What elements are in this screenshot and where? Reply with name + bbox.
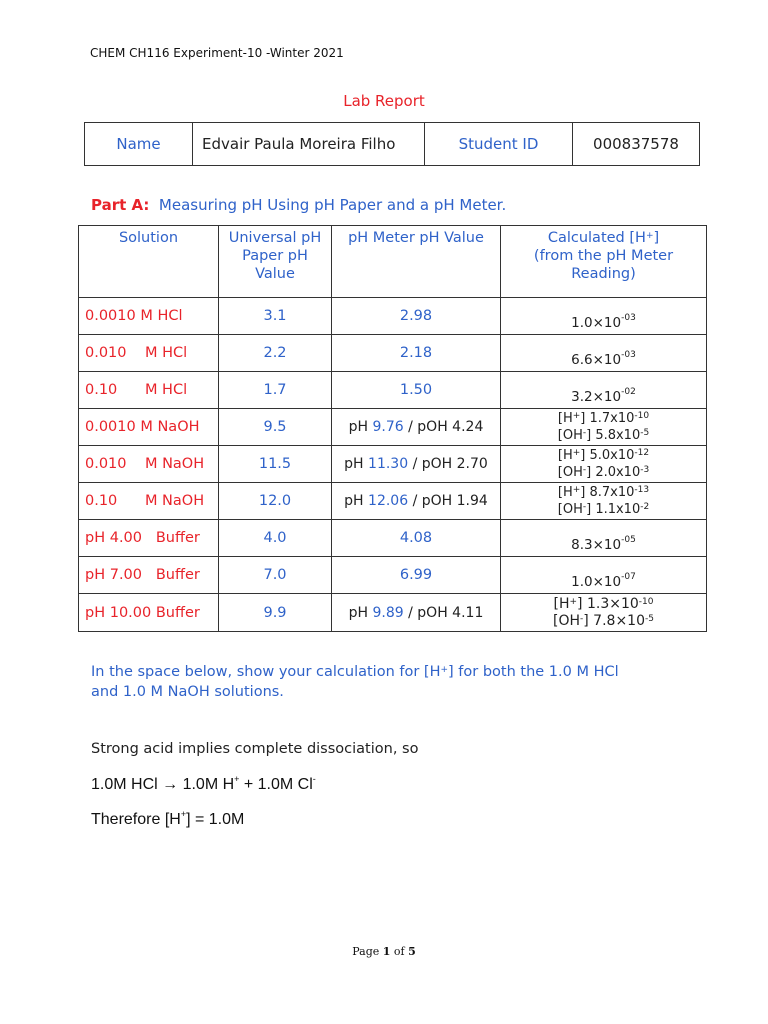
footer-page-word: Page [352, 945, 383, 958]
oh-sup: - [582, 465, 587, 475]
meter-ph-cell [332, 594, 501, 632]
calculated-h-cell [501, 594, 707, 632]
calculated-h-cell [501, 298, 707, 335]
part-a-colon: : [143, 196, 150, 214]
table-row [79, 446, 707, 483]
h-sup: + [572, 448, 581, 458]
meter-prefix: pH [344, 456, 369, 472]
paper-ph-cell: 3.1 [219, 298, 332, 335]
h-value: ] 1.3×10 [577, 595, 639, 612]
conclusion-sup: + [180, 809, 187, 819]
oh-label: [OH [553, 612, 581, 629]
meter-poh: / pOH 4.11 [403, 604, 484, 621]
h-label: [H [553, 595, 570, 612]
calculated-h-cell [501, 446, 707, 483]
calculated-h-cell [501, 483, 707, 520]
meter-prefix: pH [348, 419, 373, 435]
h-exp: -10 [634, 411, 650, 421]
solution-cell: pH 4.00 Buffer [79, 520, 219, 557]
table-row [79, 520, 707, 557]
calculated-h-cell [501, 372, 707, 409]
part-a-description: Measuring pH Using pH Paper and a pH Meter. [149, 196, 507, 214]
name-label: Name [85, 123, 193, 166]
meter-ph-cell [332, 409, 501, 446]
calc-exp: -05 [621, 535, 636, 545]
calc-base: 3.2×10 [571, 389, 622, 405]
page-title: Lab Report [343, 92, 425, 110]
calc-base: 6.6×10 [571, 352, 622, 368]
oh-value: ] 1.1x10 [586, 502, 641, 517]
calculated-h-cell [501, 557, 707, 594]
footer-of-word: of [390, 945, 409, 958]
header-calc-line1 [501, 229, 706, 247]
header-paper-line1: Universal pH [228, 230, 322, 246]
table-row [79, 372, 707, 409]
paper-ph-cell: 9.5 [219, 409, 332, 446]
oh-exp: -5 [645, 613, 654, 624]
meter-poh: / pOH 4.24 [403, 419, 484, 435]
solution-cell: 0.010 M HCl [79, 335, 219, 372]
solution-cell: 0.010 M NaOH [79, 446, 219, 483]
header-calculated-h [501, 226, 707, 298]
h-exp: -13 [634, 485, 650, 495]
meter-ph-cell [332, 483, 501, 520]
student-info-table [84, 122, 700, 166]
header-solution: Solution [79, 226, 219, 298]
header-paper-ph [219, 226, 332, 298]
header-calc-line2: (from the pH Meter [533, 248, 674, 264]
conclusion-text-b: ] = 1.0M [186, 811, 245, 828]
paper-ph-cell: 7.0 [219, 557, 332, 594]
oh-sup: - [582, 502, 587, 512]
oh-concentration [501, 613, 706, 630]
calc-exp: -03 [621, 313, 636, 323]
table-row [79, 409, 707, 446]
solution-cell: pH 7.00 Buffer [79, 557, 219, 594]
instructions-line1 [91, 662, 691, 682]
name-value: Edvair Paula Moreira Filho [193, 123, 425, 166]
calc-base: 1.0×10 [571, 315, 622, 331]
solution-cell: 0.0010 M HCl [79, 298, 219, 335]
meter-ph-cell: 1.50 [332, 372, 501, 409]
meter-ph-cell [332, 446, 501, 483]
oh-value: ] 2.0x10 [586, 465, 641, 480]
table-row [79, 557, 707, 594]
eq-product-h: 1.0M H [178, 776, 235, 793]
part-a-heading [91, 196, 506, 214]
calc-base: 8.3×10 [571, 537, 622, 553]
eq-product-cl: + 1.0M Cl [239, 776, 313, 793]
footer-page-number: 1 [382, 945, 391, 958]
solution-cell: 0.10 M NaOH [79, 483, 219, 520]
solution-cell: pH 10.00 Buffer [79, 594, 219, 632]
h-value: ] 8.7x10 [580, 485, 635, 500]
header-paper-line2: Paper pH [242, 248, 308, 264]
instructions-sup: + [440, 665, 449, 675]
oh-exp: -3 [640, 465, 650, 475]
paper-ph-cell: 12.0 [219, 483, 332, 520]
header-calc-end: ] [653, 230, 660, 246]
header-meter-ph: pH Meter pH Value [332, 226, 501, 298]
h-concentration [501, 596, 706, 613]
h-value: ] 5.0x10 [580, 448, 635, 463]
h-sup: + [572, 411, 581, 421]
instructions-line2: and 1.0 M NaOH solutions. [91, 684, 284, 700]
solution-cell: 0.10 M HCl [79, 372, 219, 409]
meter-ph-value: 9.76 [372, 419, 404, 435]
h-label: [H [557, 411, 573, 426]
h-sup: + [572, 485, 581, 495]
calc-exp: -02 [621, 387, 636, 397]
h-concentration [501, 447, 706, 464]
paper-ph-cell: 11.5 [219, 446, 332, 483]
calc-exp: -03 [621, 350, 636, 360]
page-footer [0, 945, 768, 958]
calculation-instructions [91, 662, 691, 702]
meter-ph-cell: 2.18 [332, 335, 501, 372]
dissociation-equation [91, 776, 316, 794]
h-sup: + [569, 596, 578, 607]
paper-ph-cell: 4.0 [219, 520, 332, 557]
oh-value: ] 7.8×10 [583, 612, 645, 629]
meter-ph-value: 9.89 [372, 604, 404, 621]
student-info-row [85, 123, 700, 166]
instructions-text-b: ] for both the 1.0 M HCl [448, 664, 619, 680]
paper-ph-cell: 1.7 [219, 372, 332, 409]
table-row [79, 483, 707, 520]
h-value: ] 1.7x10 [580, 411, 635, 426]
meter-ph-cell: 6.99 [332, 557, 501, 594]
conclusion-text-a: Therefore [H [91, 811, 181, 828]
oh-label: [OH [557, 502, 583, 517]
meter-prefix: pH [348, 604, 373, 621]
meter-prefix: pH [344, 493, 369, 509]
eq-sup-minus: - [312, 774, 316, 784]
meter-poh: / pOH 1.94 [408, 493, 488, 509]
solution-cell: 0.0010 M NaOH [79, 409, 219, 446]
conclusion-line [91, 811, 244, 829]
oh-concentration [501, 464, 706, 481]
calculated-h-cell [501, 409, 707, 446]
header-calc-text: Calculated [H [547, 230, 646, 246]
meter-ph-cell: 4.08 [332, 520, 501, 557]
table-row [79, 594, 707, 632]
oh-concentration [501, 427, 706, 444]
oh-concentration [501, 501, 706, 518]
oh-exp: -2 [640, 502, 650, 512]
calc-base: 1.0×10 [571, 574, 622, 590]
calculated-h-cell [501, 335, 707, 372]
instructions-text-a: In the space below, show your calculation for [H [91, 664, 441, 680]
student-id-value: 000837578 [573, 123, 700, 166]
ph-measurement-table [78, 225, 707, 632]
table-row [79, 298, 707, 335]
h-label: [H [557, 485, 573, 500]
header-paper-line3: Value [255, 266, 295, 282]
h-concentration [501, 484, 706, 501]
arrow-icon: → [162, 776, 179, 793]
h-exp: -12 [634, 448, 650, 458]
meter-poh: / pOH 2.70 [408, 456, 488, 472]
calc-exp: -07 [621, 572, 636, 582]
oh-sup: - [580, 613, 584, 624]
footer-total-pages: 5 [408, 945, 416, 958]
header-calc-line3: Reading) [571, 266, 636, 282]
paper-ph-cell: 9.9 [219, 594, 332, 632]
calculated-h-cell [501, 520, 707, 557]
meter-ph-cell: 2.98 [332, 298, 501, 335]
document-header: CHEM CH116 Experiment-10 -Winter 2021 [90, 46, 344, 60]
table-row [79, 335, 707, 372]
oh-value: ] 5.8x10 [586, 428, 641, 443]
strong-acid-statement: Strong acid implies complete dissociation, so [91, 741, 419, 757]
meter-ph-value: 11.30 [368, 456, 409, 472]
h-exp: -10 [638, 596, 654, 607]
oh-label: [OH [557, 465, 583, 480]
student-id-label: Student ID [425, 123, 573, 166]
eq-sup-plus: + [234, 774, 240, 784]
table-header-row [79, 226, 707, 298]
h-concentration [501, 410, 706, 427]
h-label: [H [557, 448, 573, 463]
oh-sup: - [582, 428, 587, 438]
header-calc-sup: + [645, 231, 654, 241]
paper-ph-cell: 2.2 [219, 335, 332, 372]
oh-label: [OH [557, 428, 583, 443]
part-a-label: Part A [91, 196, 144, 214]
eq-reactant: 1.0M HCl [91, 776, 163, 793]
meter-ph-value: 12.06 [368, 493, 409, 509]
oh-exp: -5 [640, 428, 650, 438]
